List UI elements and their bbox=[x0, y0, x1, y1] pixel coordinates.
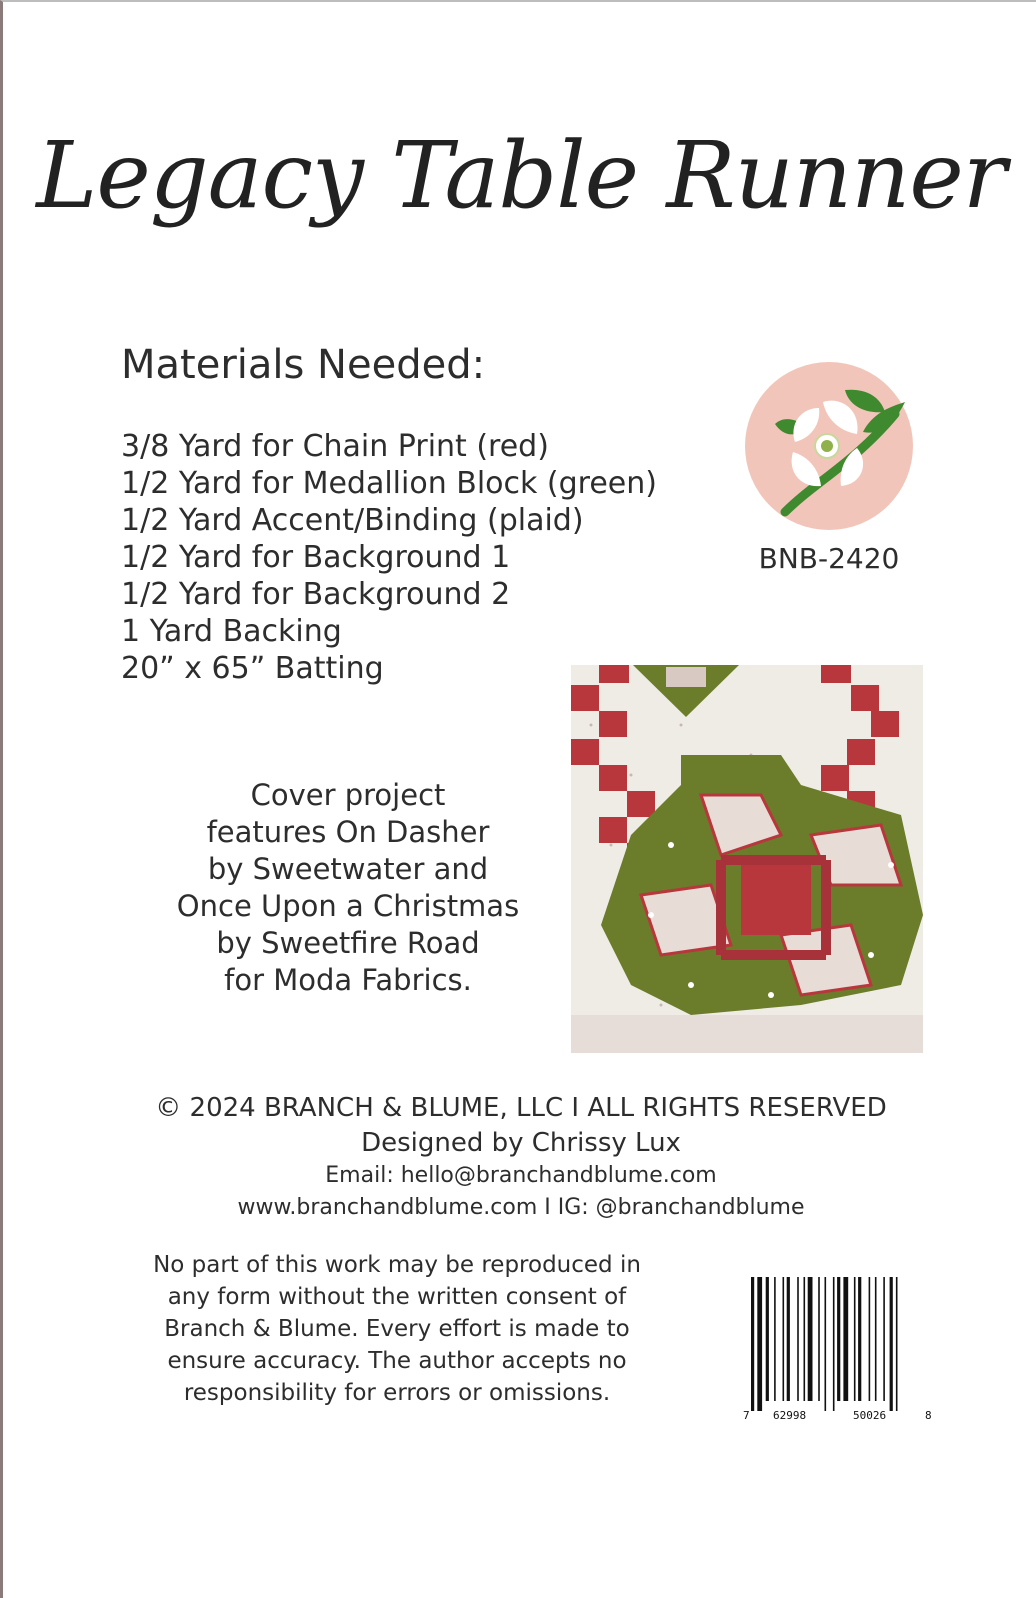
copyright-notice: © 2024 BRANCH & BLUME, LLC I ALL RIGHTS RESERVED bbox=[155, 1093, 887, 1123]
barcode-bar bbox=[774, 1277, 776, 1401]
cover-note-line: by Sweetwater and bbox=[207, 852, 489, 886]
barcode-bar bbox=[818, 1277, 820, 1401]
materials-heading: Materials Needed: bbox=[121, 342, 486, 388]
barcode-bar bbox=[896, 1277, 898, 1411]
barcode-bar bbox=[757, 1277, 762, 1411]
barcode-bar bbox=[883, 1277, 885, 1401]
barcode-digit: 8 bbox=[925, 1409, 932, 1422]
barcode-bar bbox=[854, 1277, 856, 1401]
barcode-bar bbox=[837, 1277, 840, 1401]
cover-note-line: by Sweetfire Road bbox=[216, 926, 480, 960]
sku-label: BNB-2420 bbox=[758, 542, 900, 575]
material-item: 3/8 Yard for Chain Print (red) bbox=[121, 429, 549, 464]
quilt-photo bbox=[571, 665, 923, 1053]
barcode-digit: 62998 bbox=[773, 1409, 807, 1422]
barcode-bar bbox=[766, 1277, 769, 1401]
barcode-bar bbox=[833, 1277, 835, 1411]
cover-note bbox=[153, 777, 543, 999]
barcode-bar bbox=[875, 1277, 877, 1401]
barcode-bar bbox=[869, 1277, 871, 1401]
barcode-digit: 7 bbox=[743, 1409, 750, 1422]
barcode-bar bbox=[843, 1277, 848, 1401]
barcode-bar bbox=[751, 1277, 754, 1411]
barcode-bar bbox=[787, 1277, 790, 1401]
barcode-bar bbox=[890, 1277, 893, 1411]
disclaimer-line: ensure accuracy. The author accepts no bbox=[167, 1348, 627, 1374]
disclaimer-line: No part of this work may be reproduced in bbox=[153, 1252, 641, 1278]
cover-note-line: Cover project bbox=[250, 778, 446, 812]
material-item: 1/2 Yard for Background 1 bbox=[121, 540, 511, 575]
material-item: 1/2 Yard Accent/Binding (plaid) bbox=[121, 503, 584, 538]
disclaimer bbox=[121, 1249, 673, 1409]
disclaimer-line: Branch & Blume. Every effort is made to bbox=[164, 1316, 630, 1342]
barcode-bar bbox=[808, 1277, 813, 1401]
footer bbox=[3, 1090, 1036, 1224]
contact-email: Email: hello@branchandblume.com bbox=[325, 1163, 717, 1188]
cover-note-line: features On Dasher bbox=[206, 815, 490, 849]
material-item: 1/2 Yard for Background 2 bbox=[121, 577, 511, 612]
barcode-bar bbox=[797, 1277, 799, 1401]
website-and-instagram: www.branchandblume.com I IG: @branchandblume bbox=[237, 1195, 805, 1220]
material-item: 20” x 65” Batting bbox=[121, 651, 384, 686]
cover-note-line: for Moda Fabrics. bbox=[224, 963, 472, 997]
dogwood-flower-icon bbox=[745, 362, 913, 530]
barcode bbox=[743, 1277, 933, 1423]
barcode-digit: 50026 bbox=[853, 1409, 887, 1422]
material-item: 1/2 Yard for Medallion Block (green) bbox=[121, 466, 657, 501]
barcode-bar bbox=[825, 1277, 827, 1411]
designer-credit: Designed by Chrissy Lux bbox=[361, 1128, 681, 1158]
material-item: 1 Yard Backing bbox=[121, 614, 342, 649]
barcode-bar bbox=[783, 1277, 785, 1401]
pattern-title: Legacy Table Runner bbox=[36, 122, 1006, 229]
barcode-bar bbox=[804, 1277, 806, 1401]
disclaimer-line: responsibility for errors or omissions. bbox=[183, 1380, 611, 1406]
disclaimer-line: any form without the written consent of bbox=[167, 1284, 627, 1310]
cover-note-line: Once Upon a Christmas bbox=[176, 889, 520, 923]
barcode-bar bbox=[858, 1277, 861, 1401]
materials-list bbox=[121, 428, 657, 687]
